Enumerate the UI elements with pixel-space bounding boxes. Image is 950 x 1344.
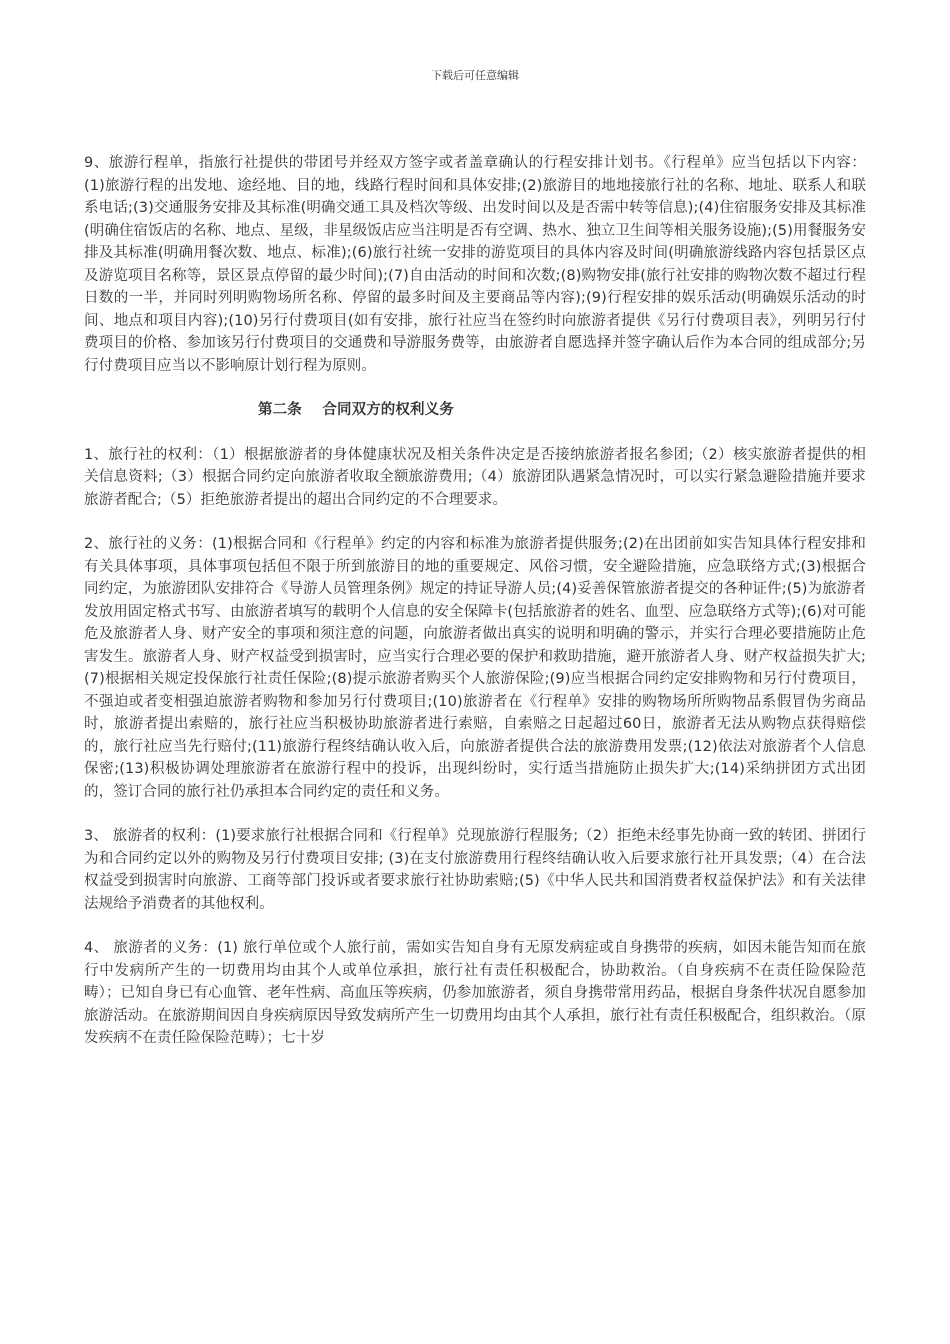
paragraph-gap <box>84 377 866 399</box>
paragraph-gap <box>84 422 866 444</box>
paragraph-agency-rights: 1、旅行社的权利：（1）根据旅游者的身体健康状况及相关条件决定是否接纳旅游者报名参团;（2）核实旅游者提供的相关信息资料;（3）根据合同约定向旅游者收取全额旅游费用;（4）旅游团队遇紧急情况时，可以实行紧急避险措施并要求旅游者配合;（5）拒绝旅游者提出的超出合同约定的不合理要求。 <box>84 446 866 508</box>
paragraph-gap <box>84 511 866 533</box>
header-note: 下载后可任意编辑 <box>431 69 519 82</box>
paragraph-tourist-rights: 3、 旅游者的权利：(1)要求旅行社根据合同和《行程单》兑现旅游行程服务;（2）拒绝未经事先协商一致的转团、拼团行为和合同约定以外的购物及另行付费项目安排; (3)在支付旅游费用行程终结确认收入后要求旅行社开具发票;（4）在合法权益受到损害时向旅游、工商等部门投诉或者要求旅行社协助索赔;(5)《中华人民共和国消费者权益保护法》和有关法律法规给予消费者的其他权利。 <box>84 828 866 912</box>
paragraph-itinerary-definition: 9、旅游行程单，指旅行社提供的带团号并经双方签字或者盖章确认的行程安排计划书。《行程单》应当包括以下内容：(1)旅游行程的出发地、途经地、目的地，线路行程时间和具体安排;(2)旅游目的地地接旅行社的名称、地址、联系人和联系电话;(3)交通服务安排及其标准(明确交通工具及档次等级、出发时间以及是否需中转等信息);(4)住宿服务安排及其标准(明确住宿饭店的名称、地点、星级，非星级饭店应当注明是否有空调、热水、独立卫生间等相关服务设施);(5)用餐服务安排及其标准(明确用餐次数、地点、标准);(6)旅行社统一安排的游览项目的具体内容及时间(明确旅游线路内容包括景区点及游览项目名称等，景区景点停留的最少时间);(7)自由活动的时间和次数;(8)购物安排(旅行社安排的购物次数不超过行程日数的一半，并同时列明购物场所名称、停留的最多时间及主要商品等内容);(9)行程安排的娱乐活动(明确娱乐活动的时间、地点和项目内容);(10)另行付费项目(如有安排，旅行社应当在签约时向旅游者提供《另行付费项目表》，列明另行付费项目的价格、参加该另行付费项目的交通费和导游服务费等，由旅游者自愿选择并签字确认后作为本合同的组成部分;另行付费项目应当以不影响原计划行程为原则。 <box>84 155 866 374</box>
paragraph-gap <box>84 803 866 825</box>
paragraph-gap <box>84 915 866 937</box>
paragraph-agency-obligations: 2、旅行社的义务：(1)根据合同和《行程单》约定的内容和标准为旅游者提供服务;(2)在出团前如实告知具体行程安排和有关具体事项，具体事项包括但不限于所到旅游目的地的重要规定、风俗习惯，安全避险措施，应急联络方式;(3)根据合同约定，为旅游团队安排符合《导游人员管理条例》规定的持证导游人员;(4)妥善保管旅游者提交的各种证件;(5)为旅游者发放用固定格式书写、由旅游者填写的载明个人信息的安全保障卡(包括旅游者的姓名、血型、应急联络方式等);(6)对可能危及旅游者人身、财产安全的事项和须注意的问题，向旅游者做出真实的说明和明确的警示，并实行合理必要措施防止危害发生。旅游者人身、财产权益受到损害时，应当实行合理必要的保护和救助措施，避开旅游者人身、财产权益损失扩大; (7)根据相关规定投保旅行社责任保险;(8)提示旅游者购买个人旅游保险;(9)应当根据合同约定安排购物和另行付费项目，不强迫或者变相强迫旅游者购物和参加另行付费项目;(10)旅游者在《行程单》安排的购物场所所购物品系假冒伪劣商品时，旅游者提出索赔的，旅行社应当积极协助旅游者进行索赔，自索赔之日起超过60日，旅游者无法从购物点获得赔偿的，旅行社应当先行赔付;(11)旅游行程终结确认收入后，向旅游者提供合法的旅游费用发票;(12)依法对旅游者个人信息保密;(13)积极协调处理旅游者在旅游行程中的投诉，出现纠纷时，实行适当措施防止损失扩大;(14)采纳拼团方式出团的，签订合同的旅行社仍承担本合同约定的责任和义务。 <box>84 536 866 800</box>
document-body <box>84 152 866 1050</box>
paragraph-tourist-obligations: 4、 旅游者的义务：(1) 旅行单位或个人旅行前，需如实告知自身有无原发病症或自身携带的疾病，如因未能告知而在旅行中发病所产生的一切费用均由其个人或单位承担，旅行社有责任积极配合，协助救治。（自身疾病不在责任险保险范畴）；已知自身已有心血管、老年性病、高血压等疾病，仍参加旅游者，须自身携带常用药品，根据自身条件状况自愿参加旅游活动。在旅游期间因自身疾病原因导致发病所产生一切费用均由其个人承担，旅行社有责任积极配合，组织救治。（原发疾病不在责任险保险范畴）；七十岁 <box>84 940 866 1046</box>
section-title: 第二条 合同双方的权利义务 <box>258 402 454 418</box>
